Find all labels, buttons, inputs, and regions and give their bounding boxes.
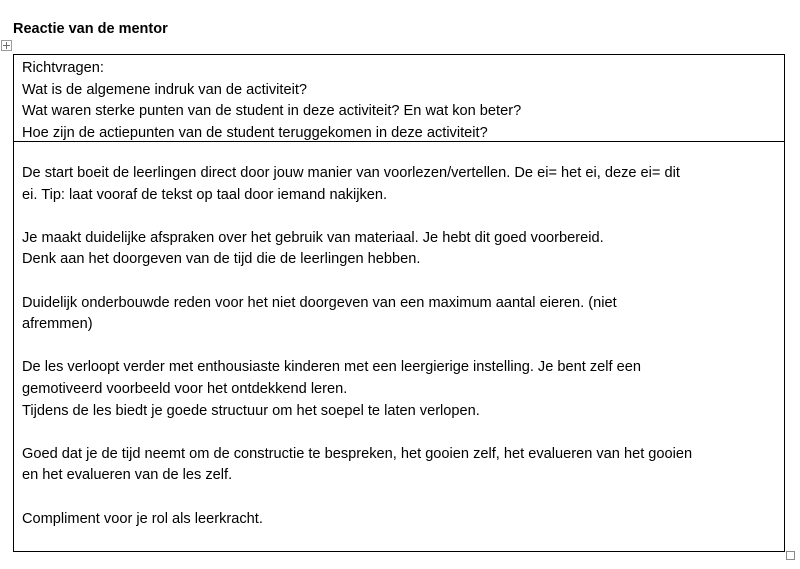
guiding-question: Wat waren sterke punten van de student in deze activiteit? En wat kon beter? — [22, 103, 522, 120]
feedback-line: Tijdens de les biedt je goede structuur om het soepel te laten verlopen. — [22, 402, 480, 419]
table-resize-handle-icon[interactable] — [786, 551, 795, 560]
feedback-line: afremmen) — [22, 316, 93, 333]
guiding-questions-cell[interactable] — [14, 55, 784, 142]
guiding-questions-title: Richtvragen: — [22, 60, 104, 76]
feedback-line: Duidelijk onderbouwde reden voor het niet doorgeven van een maximum aantal eieren. (niet — [22, 294, 617, 311]
feedback-line: Denk aan het doorgeven van de tijd die de leerlingen hebben. — [22, 251, 421, 268]
feedback-line: ei. Tip: laat vooraf de tekst op taal door iemand nakijken. — [22, 186, 388, 203]
table-move-handle-icon[interactable] — [1, 40, 12, 51]
feedback-line: gemotiveerd voorbeeld voor het ontdekkend leren. — [22, 380, 348, 397]
feedback-paragraph-reasoning — [22, 293, 776, 336]
feedback-paragraph-compliment — [22, 509, 776, 531]
mentor-feedback-table — [13, 54, 785, 552]
guiding-question: Wat is de algemene indruk van de activiteit? — [22, 81, 307, 98]
feedback-line: De les verloopt verder met enthousiaste kinderen met een leergierige instelling. Je bent zelf een — [22, 359, 641, 376]
document-heading: Reactie van de mentor — [13, 21, 168, 37]
feedback-paragraph-start — [22, 163, 776, 206]
feedback-paragraph-evaluation — [22, 444, 776, 487]
guiding-question: Hoe zijn de actiepunten van de student teruggekomen in deze activiteit? — [22, 124, 488, 141]
feedback-line: Goed dat je de tijd neemt om de constructie te bespreken, het gooien zelf, het evalueren van het gooien — [22, 445, 693, 462]
feedback-line: Je maakt duidelijke afspraken over het gebruik van materiaal. Je hebt dit goed voorbereid. — [22, 229, 604, 246]
feedback-cell[interactable] — [14, 142, 784, 551]
feedback-line: en het evalueren van de les zelf. — [22, 467, 233, 484]
feedback-paragraph-agreements — [22, 228, 776, 271]
feedback-line: Compliment voor je rol als leerkracht. — [22, 510, 263, 527]
feedback-paragraph-lesson-flow — [22, 357, 776, 422]
feedback-line: De start boeit de leerlingen direct door jouw manier van voorlezen/vertellen. De ei= het ei, deze ei= dit — [22, 165, 680, 181]
